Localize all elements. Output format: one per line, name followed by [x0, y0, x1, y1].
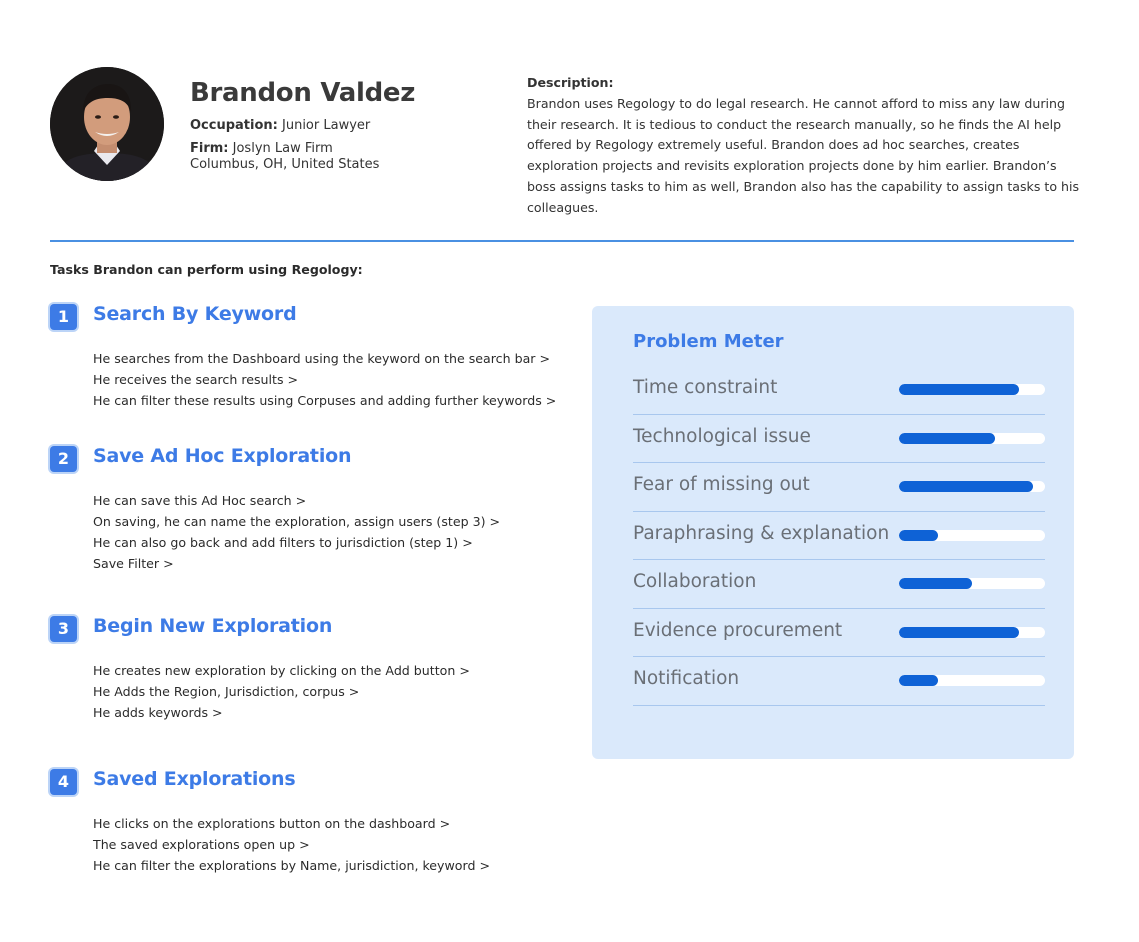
meter-label: Technological issue [633, 425, 811, 447]
task-step: He Adds the Region, Jurisdiction, corpus > [93, 684, 360, 699]
meter-bar-track [899, 578, 1045, 589]
meter-bar-track [899, 530, 1045, 541]
task-number-badge: 2 [50, 446, 77, 472]
task-step: He can save this Ad Hoc search > [93, 493, 307, 508]
task-step: He clicks on the explorations button on the dashboard > [93, 816, 451, 831]
meter-row-fear-of-missing-out [633, 463, 1045, 512]
meter-bar-fill [899, 530, 938, 541]
task-number-badge: 4 [50, 769, 77, 795]
task-steps [93, 348, 573, 411]
meter-label: Evidence procurement [633, 619, 843, 641]
meter-bar-track [899, 433, 1045, 444]
description-text: Brandon uses Regology to do legal research. He cannot afford to miss any law during their research. It is tedious to conduct the research manually, so he finds the AI help offered by Regology extremely useful. Brandon does ad hoc searches, creates exploration projects and revisits exploration projects done by him earlier. Brandon’s boss assigns tasks to him as well, Brandon also has the capability to assign tasks to his colleagues. [527, 95, 1080, 215]
firm-label: Firm: [190, 141, 229, 156]
task-number-badge: 1 [50, 304, 77, 330]
task-steps [93, 490, 573, 574]
meter-bar-fill [899, 481, 1033, 492]
problem-meter-panel [592, 306, 1074, 759]
meter-row-time-constraint [633, 366, 1045, 415]
task-title: Save Ad Hoc Exploration [93, 445, 352, 467]
meter-bar-fill [899, 578, 972, 589]
task-step: The saved explorations open up > [93, 837, 310, 852]
meter-bar-track [899, 675, 1045, 686]
task-steps [93, 660, 573, 723]
description-title: Description: [527, 75, 614, 90]
task-step: He creates new exploration by clicking on the Add button > [93, 663, 470, 678]
meter-label: Collaboration [633, 571, 757, 592]
task-step: He searches from the Dashboard using the keyword on the search bar > [93, 351, 551, 366]
meter-label: Time constraint [633, 377, 778, 398]
task-step: He can also go back and add filters to jurisdiction (step 1) > [93, 535, 473, 550]
problem-meter-title: Problem Meter [633, 331, 784, 352]
meter-row-notification [633, 657, 1045, 706]
meter-bar-fill [899, 627, 1019, 638]
profile-location: Columbus, OH, United States [190, 157, 380, 172]
meter-label: Notification [633, 668, 740, 689]
meter-row-technological-issue [633, 415, 1045, 464]
task-step: He adds keywords > [93, 705, 223, 720]
meter-bar-fill [899, 384, 1019, 395]
person-portrait-icon [50, 67, 164, 181]
problem-meter-list [633, 366, 1045, 706]
profile-occupation [190, 118, 370, 133]
meter-label: Paraphrasing & explanation [633, 522, 890, 544]
meter-bar-fill [899, 675, 938, 686]
meter-bar-track [899, 384, 1045, 395]
description-block [527, 73, 1087, 219]
task-step: He receives the search results > [93, 372, 299, 387]
task-step: Save Filter > [93, 556, 174, 571]
profile-name: Brandon Valdez [190, 78, 416, 108]
meter-bar-track [899, 481, 1045, 492]
task-title: Begin New Exploration [93, 615, 333, 637]
meter-row-collaboration [633, 560, 1045, 609]
tasks-heading: Tasks Brandon can perform using Regology: [50, 262, 363, 277]
task-step: On saving, he can name the exploration, assign users (step 3) > [93, 514, 501, 529]
meter-bar-fill [899, 433, 995, 444]
meter-row-paraphrasing-explanation [633, 512, 1045, 561]
meter-label: Fear of missing out [633, 474, 810, 495]
occupation-label: Occupation: [190, 118, 278, 133]
task-title: Search By Keyword [93, 303, 297, 325]
task-number-badge: 3 [50, 616, 77, 642]
meter-bar-track [899, 627, 1045, 638]
task-title: Saved Explorations [93, 768, 296, 790]
section-divider [50, 240, 1074, 242]
profile-avatar [50, 67, 164, 181]
task-steps [93, 813, 573, 876]
task-step: He can filter the explorations by Name, jurisdiction, keyword > [93, 858, 491, 873]
meter-row-evidence-procurement [633, 609, 1045, 658]
firm-value: Joslyn Law Firm [232, 141, 333, 156]
task-step: He can filter these results using Corpuses and adding further keywords > [93, 393, 557, 408]
profile-firm [190, 141, 379, 173]
occupation-value: Junior Lawyer [282, 118, 371, 133]
